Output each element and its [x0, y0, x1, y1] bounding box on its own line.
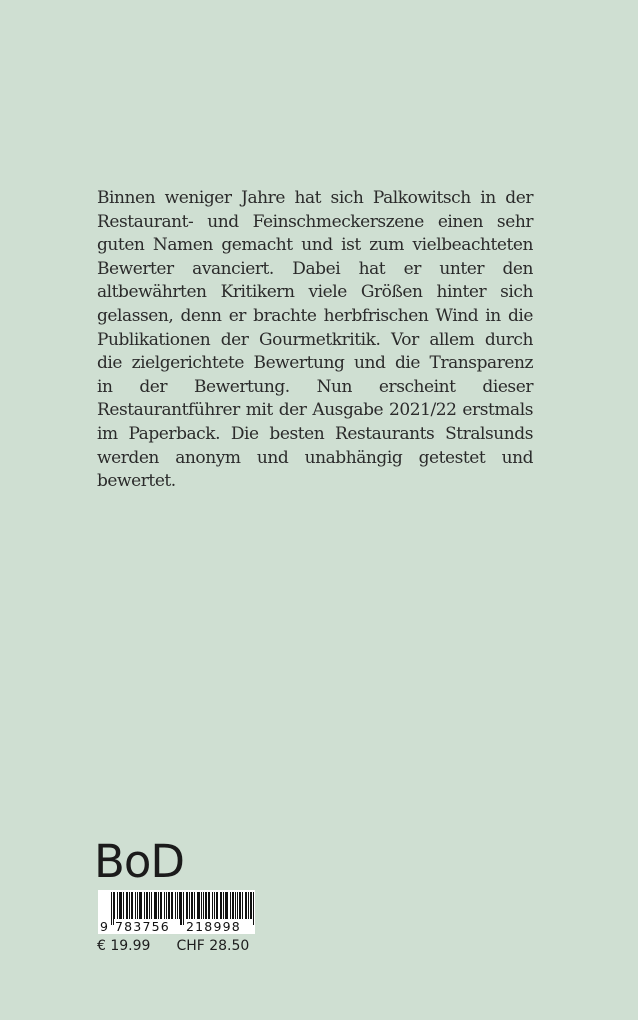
barcode-bar	[199, 892, 200, 919]
barcode-bar	[240, 892, 241, 919]
barcode-bar	[175, 892, 176, 919]
barcode-bar	[127, 892, 128, 919]
barcode-bar	[209, 892, 210, 919]
barcode-bar	[144, 892, 145, 919]
price-row	[97, 937, 249, 955]
barcode-bar	[227, 892, 228, 919]
barcode-bar	[156, 892, 157, 919]
barcode-bar	[166, 892, 167, 919]
barcode-bar	[151, 892, 152, 919]
barcode-bar	[206, 892, 207, 919]
barcode-bar	[191, 892, 192, 919]
barcode-bar	[114, 892, 115, 919]
barcode-bar	[119, 892, 120, 919]
barcode-bar	[154, 892, 155, 919]
barcode-bar	[179, 892, 180, 919]
isbn-barcode	[98, 890, 255, 934]
barcode-bar	[147, 892, 148, 919]
barcode-bar	[239, 892, 240, 919]
isbn-digits	[98, 919, 255, 934]
barcode-bar	[225, 892, 226, 919]
barcode-bar	[140, 892, 141, 919]
barcode-bar	[233, 892, 234, 919]
barcode-bar	[137, 892, 138, 919]
barcode-bar	[146, 892, 147, 919]
barcode-bar	[177, 892, 178, 919]
barcode-bar	[121, 892, 122, 919]
barcode-bar	[120, 892, 121, 919]
barcode-bar	[158, 892, 159, 919]
barcode-bar	[186, 892, 187, 919]
barcode-bar	[214, 892, 215, 919]
barcode-bar	[232, 892, 233, 919]
barcode-bar	[230, 892, 231, 919]
barcode-bar	[198, 892, 199, 919]
barcode-bar	[117, 892, 118, 919]
barcode-bar	[226, 892, 227, 919]
isbn-group-right: 218998	[186, 919, 241, 934]
barcode-bar	[172, 892, 173, 919]
blurb-text: Binnen weniger Jahre hat sich Palkowitsch in der Restaurant- und Feinschmeckerszene einen sehr guten Namen gemacht und ist zum vielbeachteten Bewerter avanciert. Dabei hat er unter den altbewährten Kritikern viele Größen hinter sich gelassen, denn er brachte herbfrischen Wind in die Publikationen der Gourmetkritik. Vor allem durch die zielgerichtete Bewertung und die Transparenz in der Bewertung. Nun erscheint dieser Restaurantführer mit der Ausgabe 2021/22 erstmals im Paperback. Die besten Restaurants Stralsunds werden anonym und unabhängig getestet und bewertet.	[97, 188, 533, 492]
barcode-bar	[201, 892, 202, 919]
barcode-bar	[246, 892, 247, 919]
barcode-bar	[135, 892, 136, 919]
barcode-bar	[235, 892, 236, 919]
barcode-bar	[189, 892, 190, 919]
barcode-bar	[251, 892, 252, 919]
publisher-logo: BoD	[94, 835, 185, 888]
barcode-bar	[160, 892, 161, 919]
barcode-bar	[168, 892, 169, 919]
barcode-bar	[220, 892, 221, 919]
barcode-bar	[131, 892, 132, 919]
barcode-bar	[242, 892, 243, 919]
barcode-bar	[129, 892, 130, 919]
barcode-bar	[155, 892, 156, 919]
barcode-bar	[197, 892, 198, 919]
barcode-bar	[132, 892, 133, 919]
barcode-bar	[217, 892, 218, 919]
barcode-bar	[205, 892, 206, 919]
barcode-bar	[192, 892, 193, 919]
barcode-bar	[171, 892, 172, 919]
barcode-bar	[161, 892, 162, 919]
barcode-bar	[169, 892, 170, 919]
barcode-bar	[221, 892, 222, 919]
barcode-bar	[250, 892, 251, 919]
barcode-bar	[141, 892, 142, 919]
barcode-bar	[164, 892, 165, 919]
barcode-bar	[139, 892, 140, 919]
barcode-bar	[187, 892, 188, 919]
barcode-bar	[212, 892, 213, 919]
barcode-bar	[123, 892, 124, 919]
isbn-group-left: 783756	[115, 919, 170, 934]
barcode-bar	[194, 892, 195, 919]
barcode-bar	[149, 892, 150, 919]
barcode-bar	[216, 892, 217, 919]
isbn-lead-digit: 9	[100, 919, 108, 934]
price-eur: € 19.99	[97, 938, 151, 954]
barcode-bar	[208, 892, 209, 919]
barcode-bar	[248, 892, 249, 919]
barcode-bar	[223, 892, 224, 919]
barcode-bar	[237, 892, 238, 919]
barcode-bar	[245, 892, 246, 919]
barcode-bar	[203, 892, 204, 919]
barcode-bar	[126, 892, 127, 919]
price-chf: CHF 28.50	[176, 938, 250, 954]
